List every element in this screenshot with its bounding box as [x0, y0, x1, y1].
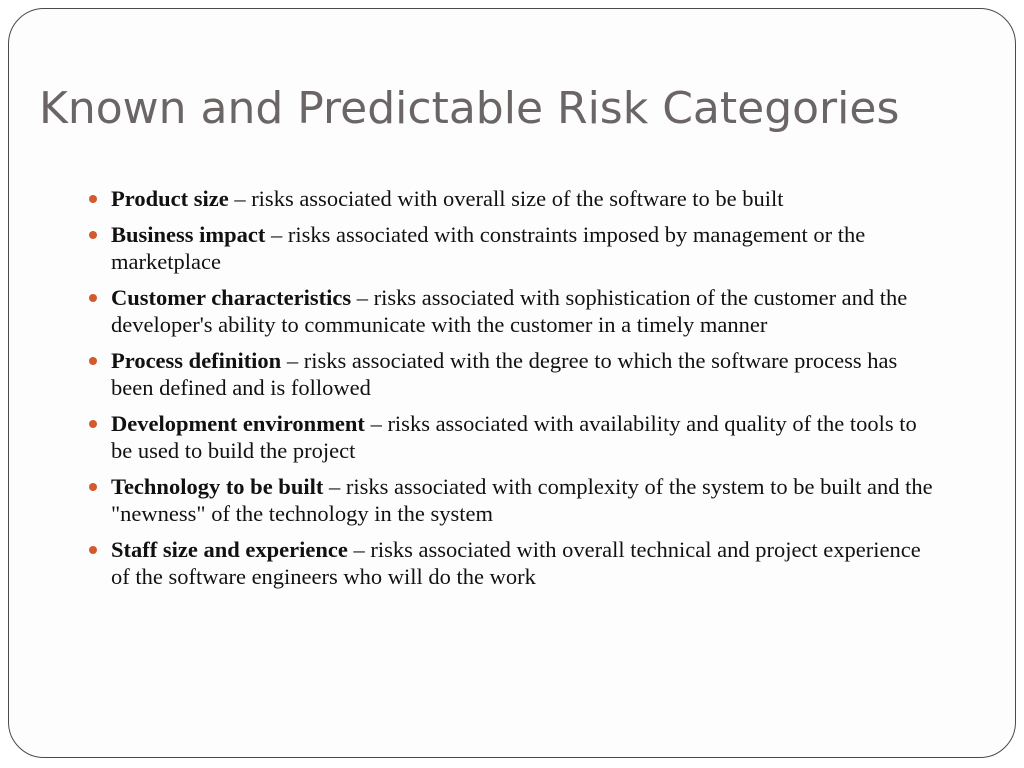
list-item — [79, 473, 934, 528]
bullet-description: – risks associated with availability and quality of the tools to be used to build the project — [111, 410, 917, 463]
bullet-description: – risks associated with constraints imposed by management or the marketplace — [111, 221, 866, 274]
bullet-icon — [89, 546, 97, 554]
list-item — [79, 347, 934, 402]
bullet-term: Product size — [111, 186, 229, 211]
list-item — [79, 221, 934, 276]
bullet-term: Staff size and experience — [111, 536, 348, 562]
bullet-icon — [89, 357, 97, 365]
bullet-icon — [89, 231, 97, 239]
list-item — [79, 185, 934, 213]
bullet-icon — [89, 294, 97, 302]
bullet-term: Process definition — [111, 347, 282, 373]
bullet-icon — [89, 483, 97, 491]
bullet-term: Technology to be built — [111, 473, 324, 499]
bullet-description: – risks associated with overall technical and project experience of the software engineers who will do the work — [111, 536, 921, 589]
list-item — [79, 284, 934, 339]
list-item — [79, 536, 934, 591]
list-item — [79, 410, 934, 465]
bullet-description: – risks associated with the degree to which the software process has been defined and is followed — [111, 347, 898, 400]
bullet-icon — [89, 195, 97, 203]
bullet-list — [79, 185, 934, 599]
slide — [8, 8, 1016, 758]
bullet-description: – risks associated with sophistication of the customer and the developer's ability to communicate with the customer in a timely manner — [111, 284, 908, 337]
bullet-description: – risks associated with overall size of the software to be built — [228, 186, 784, 211]
bullet-term: Customer characteristics — [111, 284, 352, 310]
bullet-icon — [89, 420, 97, 428]
bullet-description: – risks associated with complexity of the system to be built and the "newness" of the technology in the system — [111, 473, 933, 526]
slide-title: Known and Predictable Risk Categories — [39, 83, 900, 134]
bullet-term: Business impact — [111, 221, 266, 247]
bullet-term: Development environment — [111, 410, 365, 436]
